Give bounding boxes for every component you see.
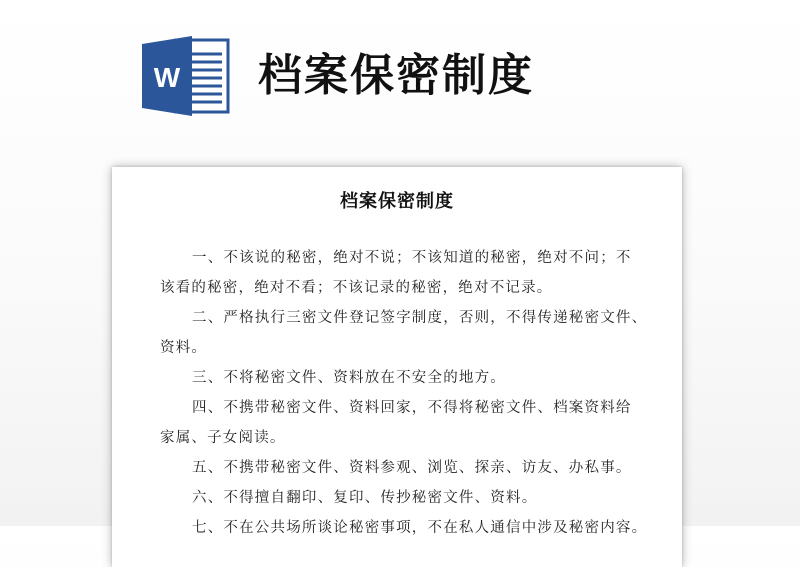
paragraph-line: 三、不将秘密文件、资料放在不安全的地方。 xyxy=(192,370,506,386)
paragraph-line: 二、严格执行三密文件登记签字制度，否则，不得传递秘密文件、 xyxy=(192,310,648,326)
paragraph-4 xyxy=(160,393,642,453)
paragraph-line: 七、不在公共场所谈论秘密事项，不在私人通信中涉及秘密内容。 xyxy=(192,520,648,536)
document-title: 档案保密制度 xyxy=(340,191,454,212)
document-page xyxy=(112,167,682,567)
document-body xyxy=(160,243,648,543)
paragraph-line: 六、不得擅自翻印、复印、传抄秘密文件、资料。 xyxy=(192,490,538,506)
paragraph-line: 该看的秘密，绝对不看；不该记录的秘密，绝对不记录。 xyxy=(160,280,553,296)
paragraph-3 xyxy=(160,363,642,393)
paragraph-line: 资料。 xyxy=(160,340,208,356)
paragraph-5 xyxy=(160,453,642,483)
paragraph-line: 五、不携带秘密文件、资料参观、浏览、探亲、访友、办私事。 xyxy=(192,460,632,476)
paragraph-6 xyxy=(160,483,642,513)
word-icon-letter: W xyxy=(153,62,181,93)
paragraph-2 xyxy=(160,303,648,363)
paragraph-line: 一、不该说的秘密，绝对不说；不该知道的秘密，绝对不问；不 xyxy=(192,250,632,266)
paragraph-1 xyxy=(160,243,642,303)
paragraph-line: 家属、子女阅读。 xyxy=(160,430,286,446)
header-banner xyxy=(0,0,800,150)
header-title: 档案保密制度 xyxy=(258,50,534,101)
paragraph-line: 四、不携带秘密文件、资料回家，不得将秘密文件、档案资料给 xyxy=(192,400,632,416)
paragraph-7 xyxy=(160,513,648,543)
microsoft-word-icon xyxy=(140,34,232,118)
